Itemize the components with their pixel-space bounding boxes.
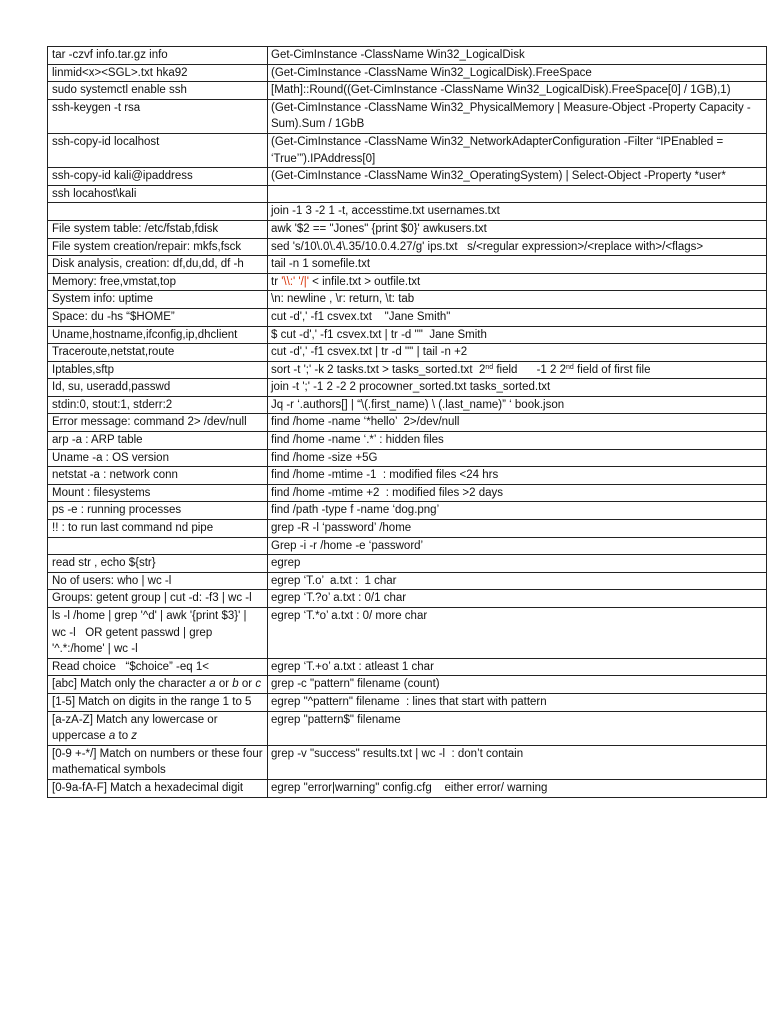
right-cell: $ cut -d',' -f1 csvex.txt | tr -d '"' Jane Smith <box>268 326 767 344</box>
right-cell: sed 's/10\.0\.4\.35/10.0.4.27/g' ips.txt s/<regular expression>/<replace with>/<flags> <box>268 238 767 256</box>
table-row <box>48 133 767 167</box>
cell-text: or <box>238 678 256 691</box>
left-cell: tar -czvf info.tar.gz info <box>48 47 268 65</box>
superscript: nd <box>566 363 574 371</box>
italic-letter: z <box>131 730 138 743</box>
table-row <box>48 344 767 362</box>
italic-letter: a <box>209 678 216 691</box>
right-cell: Grep -i -r /home -e ‘password’ <box>268 537 767 555</box>
left-cell: ssh-copy-id kali@ipaddress <box>48 168 268 186</box>
table-row <box>48 203 767 221</box>
table-row <box>48 590 767 608</box>
table-row <box>48 361 767 379</box>
right-cell: (Get-CimInstance -ClassName Win32_NetworkAdapterConfiguration -Filter “IPEnabled = ‘True’”).IPAddress[0] <box>268 133 767 167</box>
left-cell: Iptables,sftp <box>48 361 268 379</box>
right-cell: (Get-CimInstance -ClassName Win32_LogicalDisk).FreeSpace <box>268 64 767 82</box>
right-cell: grep -c "pattern" filename (count) <box>268 676 767 694</box>
right-cell: egrep ‘T.o’ a.txt : 1 char <box>268 572 767 590</box>
table-row <box>48 99 767 133</box>
right-cell: grep -v "success" results.txt | wc -l : don’t contain <box>268 745 767 779</box>
left-cell: Read choice “$choice” -eq 1< <box>48 658 268 676</box>
right-cell: \n: newline , \r: return, \t: tab <box>268 291 767 309</box>
left-cell: Uname -a : OS version <box>48 449 268 467</box>
table-row <box>48 82 767 100</box>
left-cell: Uname,hostname,ifconfig,ip,dhclient <box>48 326 268 344</box>
table-row <box>48 47 767 65</box>
left-cell: Mount : filesystems <box>48 484 268 502</box>
right-cell: egrep "error|warning" config.cfg either error/ warning <box>268 779 767 797</box>
left-cell: arp -a : ARP table <box>48 432 268 450</box>
cell-text: < infile.txt > outfile.txt <box>308 275 421 288</box>
left-cell: linmid<x><SGL>.txt hka92 <box>48 64 268 82</box>
left-cell: Memory: free,vmstat,top <box>48 273 268 291</box>
left-cell: !! : to run last command nd pipe <box>48 520 268 538</box>
left-cell: ssh-keygen -t rsa <box>48 99 268 133</box>
table-row <box>48 432 767 450</box>
left-cell: ls -l /home | grep '^d' | awk '{print $3}' | wc -l OR getent passwd | grep '^.*:/home' | wc -l <box>48 608 268 659</box>
italic-letter: b <box>232 678 239 691</box>
table-row <box>48 484 767 502</box>
table-row <box>48 238 767 256</box>
table-row <box>48 572 767 590</box>
italic-letter: c <box>255 678 262 691</box>
left-cell: stdin:0, stout:1, stderr:2 <box>48 396 268 414</box>
cell-text: field of first file <box>573 363 651 376</box>
table-row <box>48 676 767 694</box>
right-cell <box>268 273 767 291</box>
right-cell: (Get-CimInstance -ClassName Win32_PhysicalMemory | Measure-Object -Property Capacity -Sum).Sum / 1GbB <box>268 99 767 133</box>
right-cell: (Get-CimInstance -ClassName Win32_OperatingSystem) | Select-Object -Property *user* <box>268 168 767 186</box>
cell-text: field -1 2 2 <box>493 363 567 376</box>
table-row <box>48 537 767 555</box>
notes-sheet <box>47 46 766 798</box>
left-cell: Disk analysis, creation: df,du,dd, df -h <box>48 256 268 274</box>
table-row <box>48 256 767 274</box>
right-cell: egrep ‘T.*o’ a.txt : 0/ more char <box>268 608 767 659</box>
right-cell: cut -d',' -f1 csvex.txt "Jane Smith" <box>268 308 767 326</box>
right-cell: find /home -size +5G <box>268 449 767 467</box>
left-cell: sudo systemctl enable ssh <box>48 82 268 100</box>
left-cell: [1-5] Match on digits in the range 1 to 5 <box>48 693 268 711</box>
left-cell <box>48 537 268 555</box>
right-cell: tail -n 1 somefile.txt <box>268 256 767 274</box>
right-cell: [Math]::Round((Get-CimInstance -ClassName Win32_LogicalDisk).FreeSpace[0] / 1GB),1) <box>268 82 767 100</box>
right-cell: awk '$2 == "Jones" {print $0}' awkusers.txt <box>268 220 767 238</box>
right-cell: Jq -r ‘.authors[] | “\(.first_name) \ (.last_name)” ‘ book.json <box>268 396 767 414</box>
table-row <box>48 520 767 538</box>
cell-text: sort -t ';' -k 2 tasks.txt > tasks_sorted.txt 2 <box>271 363 486 376</box>
table-row <box>48 273 767 291</box>
table-row <box>48 449 767 467</box>
cell-text: [abc] Match only the character <box>52 678 210 691</box>
right-cell: egrep <box>268 555 767 573</box>
table-row <box>48 396 767 414</box>
left-cell: Groups: getent group | cut -d: -f3 | wc -l <box>48 590 268 608</box>
right-cell: Get-CimInstance -ClassName Win32_LogicalDisk <box>268 47 767 65</box>
left-cell: ssh-copy-id localhost <box>48 133 268 167</box>
right-cell: cut -d',' -f1 csvex.txt | tr -d '"' | tail -n +2 <box>268 344 767 362</box>
right-cell: find /home -name ‘*hello’ 2>/dev/null <box>268 414 767 432</box>
left-cell: Traceroute,netstat,route <box>48 344 268 362</box>
table-row <box>48 168 767 186</box>
table-row <box>48 220 767 238</box>
left-cell: Space: du -hs “$HOME” <box>48 308 268 326</box>
table-row <box>48 608 767 659</box>
right-cell: egrep ‘T.?o’ a.txt : 0/1 char <box>268 590 767 608</box>
table-row <box>48 291 767 309</box>
cell-text: [a-zA-Z] Match any lowercase or uppercase <box>52 713 221 743</box>
right-cell: egrep "^pattern" filename : lines that start with pattern <box>268 693 767 711</box>
left-cell: Id, su, useradd,passwd <box>48 379 268 397</box>
table-row <box>48 414 767 432</box>
right-cell: find /home -name ‘.*’ : hidden files <box>268 432 767 450</box>
table-row <box>48 379 767 397</box>
table-row <box>48 502 767 520</box>
highlighted-text: '\\:' '/|' <box>281 275 309 288</box>
table-row <box>48 711 767 745</box>
right-cell: find /home -mtime -1 : modified files <24 hrs <box>268 467 767 485</box>
cell-text: or <box>215 678 233 691</box>
right-cell: egrep "pattern$" filename <box>268 711 767 745</box>
left-cell: [0-9 +-*/] Match on numbers or these four mathematical symbols <box>48 745 268 779</box>
table-row <box>48 745 767 779</box>
left-cell <box>48 203 268 221</box>
left-cell: netstat -a : network conn <box>48 467 268 485</box>
table-row <box>48 64 767 82</box>
left-cell <box>48 711 268 745</box>
left-cell: [0-9a-fA-F] Match a hexadecimal digit <box>48 779 268 797</box>
table-row <box>48 185 767 203</box>
table-row <box>48 308 767 326</box>
cell-text: tr <box>271 275 282 288</box>
left-cell: No of users: who | wc -l <box>48 572 268 590</box>
left-cell: read str , echo ${str} <box>48 555 268 573</box>
right-cell: find /path -type f -name ‘dog.png’ <box>268 502 767 520</box>
left-cell: File system table: /etc/fstab,fdisk <box>48 220 268 238</box>
left-cell: ssh locahost\kali <box>48 185 268 203</box>
superscript: nd <box>485 363 494 371</box>
table-row <box>48 326 767 344</box>
left-cell <box>48 676 268 694</box>
left-cell: System info: uptime <box>48 291 268 309</box>
table-row <box>48 658 767 676</box>
left-cell: Error message: command 2> /dev/null <box>48 414 268 432</box>
table-row <box>48 779 767 797</box>
right-cell <box>268 185 767 203</box>
right-cell: grep -R -l ‘password’ /home <box>268 520 767 538</box>
right-cell: join -1 3 -2 1 -t, accesstime.txt usernames.txt <box>268 203 767 221</box>
right-cell: join -t ';' -1 2 -2 2 procowner_sorted.txt tasks_sorted.txt <box>268 379 767 397</box>
cell-text: to <box>115 730 132 743</box>
left-cell: ps -e : running processes <box>48 502 268 520</box>
italic-letter: a <box>108 730 116 743</box>
left-cell: File system creation/repair: mkfs,fsck <box>48 238 268 256</box>
table-row <box>48 555 767 573</box>
table-row <box>48 693 767 711</box>
command-cheatsheet-table <box>47 46 767 798</box>
right-cell: egrep ‘T.+o’ a.txt : atleast 1 char <box>268 658 767 676</box>
table-row <box>48 467 767 485</box>
right-cell <box>268 361 767 379</box>
right-cell: find /home -mtime +2 : modified files >2 days <box>268 484 767 502</box>
